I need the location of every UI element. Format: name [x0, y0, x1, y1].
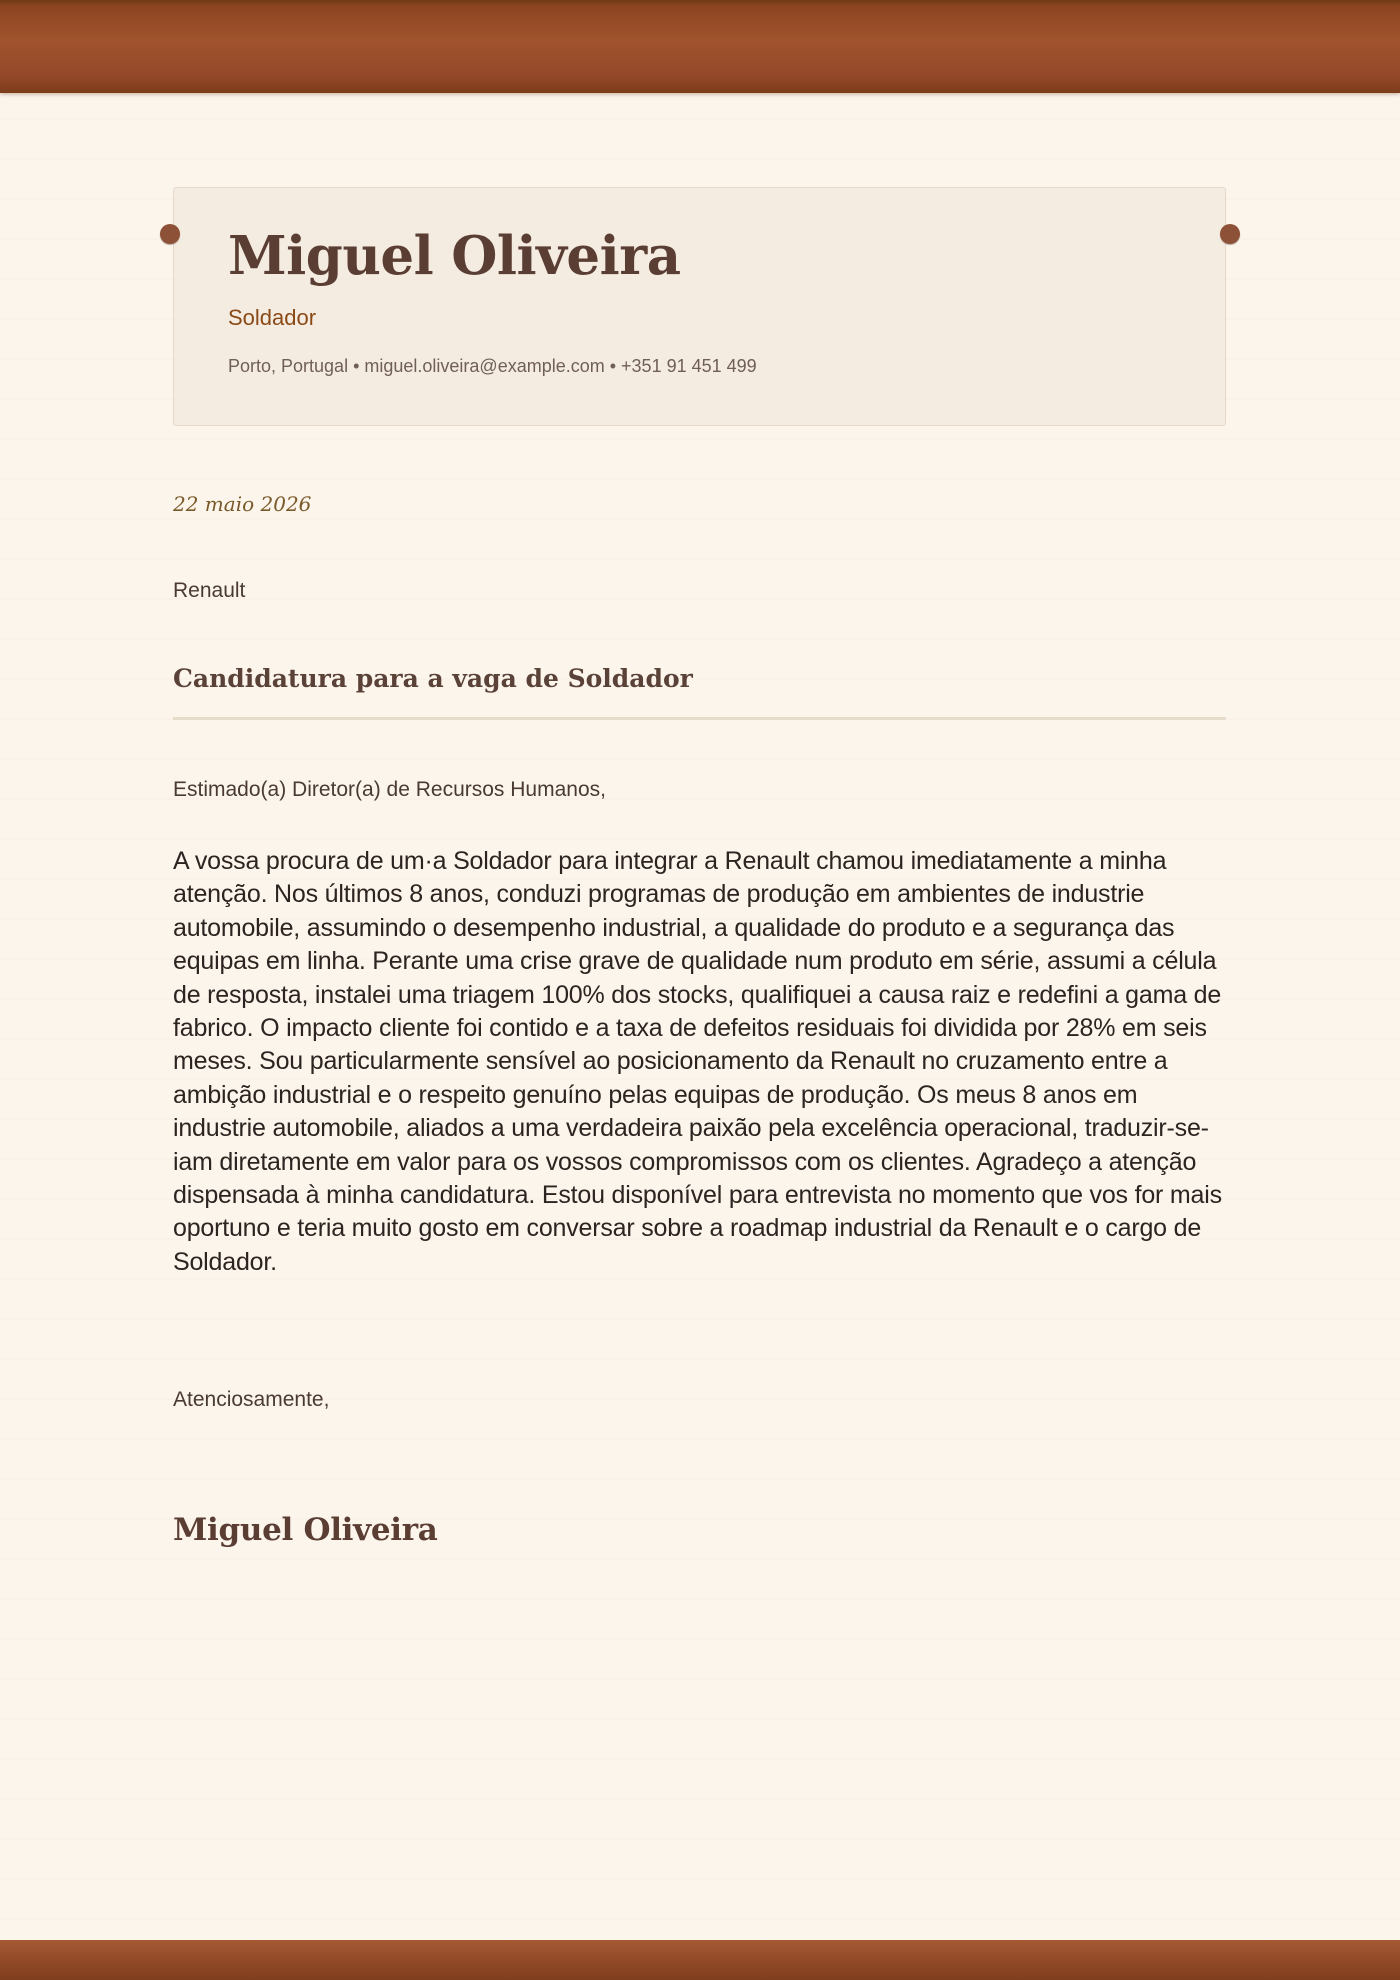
applicant-role: Soldador: [228, 305, 317, 330]
bottom-decorative-band: [0, 1940, 1400, 1980]
signature-name: Miguel Oliveira: [173, 1512, 438, 1548]
letter-body: A vossa procura de um·a Soldador para integrar a Renault chamou imediatamente a minha atenção. Nos últimos 8 anos, conduzi programas de produção em ambientes de industrie automobile, assumindo o desempenho industrial, a qualidade do produto e a segurança das equipas em linha. Perante uma crise grave de qualidade num produto em série, assumi a célula de resposta, instalei uma triagem 100% dos stocks, qualifiquei a causa raiz e redefini a gama de fabrico. O impacto cliente foi contido e a taxa de defeitos residuais foi dividida por 28% em seis meses. Sou particularmente sensível ao posicionamento da Renault no cruzamento entre a ambição industrial e o respeito genuíno pelas equipas de produção. Os meus 8 anos em industrie automobile, aliados a uma verdadeira paixão pela excelência operacional, traduzir-se-iam diretamente em valor para os vossos compromissos com os clientes. Agradeço a atenção dispensada à minha candidatura. Estou disponível para entrevista no momento que vos for mais oportuno e teria muito gosto em conversar sobre a roadmap industrial da Renault e o cargo de Soldador.: [173, 847, 1222, 1276]
top-decorative-band: [0, 0, 1400, 93]
letter-subject: Candidatura para a vaga de Soldador: [173, 664, 693, 693]
applicant-name: Miguel Oliveira: [228, 225, 681, 287]
pin-left-icon: [160, 224, 180, 244]
contact-line: Porto, Portugal • miguel.oliveira@example.com • +351 91 451 499: [228, 356, 757, 376]
recipient-company: Renault: [173, 579, 246, 602]
pin-right-icon: [1220, 224, 1240, 244]
letter-date: 22 maio 2026: [173, 492, 312, 516]
subject-divider: [173, 717, 1226, 720]
salutation: Estimado(a) Diretor(a) de Recursos Humanos,: [173, 778, 606, 801]
closing: Atenciosamente,: [173, 1388, 330, 1411]
